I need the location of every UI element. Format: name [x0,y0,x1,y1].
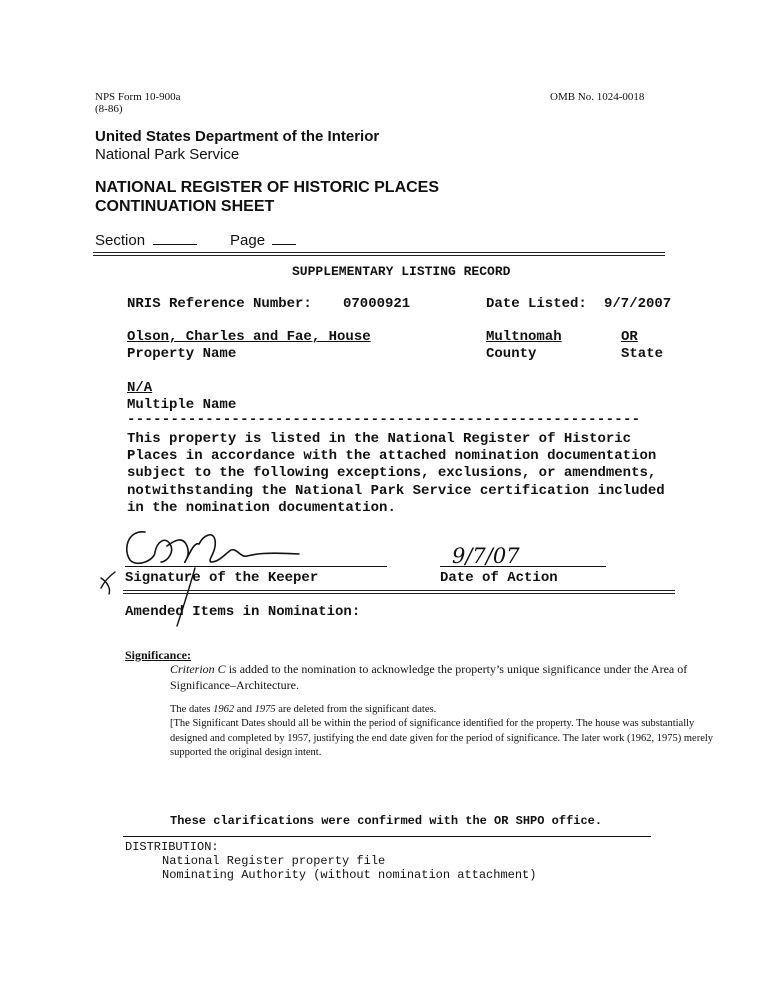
section-blank [153,230,197,245]
distribution-rule [123,836,651,837]
deleted-dates-note [170,703,436,716]
signature-label: Signature of the Keeper [125,570,319,586]
department-name: United States Department of the Interior [95,128,380,145]
record-heading: SUPPLEMENTARY LISTING RECORD [292,264,511,279]
page-blank [272,230,296,245]
statement-line: This property is listed in the National Register of Historic [127,431,632,447]
distribution-item: National Register property file [162,854,386,868]
page-field [230,230,296,250]
header-double-rule [93,252,665,256]
amended-items-label: Amended Items in Nomination: [125,604,361,620]
statement-line: notwithstanding the National Park Service certification included [127,482,665,499]
nris-value: 07000921 [343,296,411,312]
county-value: Multnomah [486,329,562,345]
distribution-item: Nominating Authority (without nomination attachment) [162,868,537,882]
statement-line: in the nomination documentation. [127,499,396,516]
date-listed-value: 9/7/2007 [604,296,672,312]
dates-text-post: are deleted from the significant dates. [275,704,437,715]
listing-statement [127,431,665,517]
criterion-text: is added to the nomination to acknowledge the property’s unique significance under the Area of Significance–Architecture. [170,662,688,692]
page-label: Page [230,232,266,249]
date-of-action-line [440,566,606,567]
amended-double-rule [123,590,675,594]
statement-line: Places in accordance with the attached nomination documentation [127,448,657,465]
criterion-name: Criterion C [170,662,226,676]
distribution-label: DISTRIBUTION: [125,840,219,854]
criterion-amendment [170,661,715,693]
nris-label: NRIS Reference Number: [127,296,312,312]
date-of-action-label: Date of Action [440,570,558,586]
section-field [95,230,197,250]
state-value: OR [621,329,638,345]
agency-name: National Park Service [95,146,240,163]
form-title-line-1: NATIONAL REGISTER OF HISTORIC PLACES [95,179,440,196]
date-listed-label: Date Listed: [486,296,587,312]
statement-line: subject to the following exceptions, exclusions, or amendments, [127,465,657,482]
form-number: NPS Form 10-900a [95,91,181,103]
omb-number: OMB No. 1024-0018 [550,91,645,103]
significance-heading: Significance: [125,648,191,662]
dates-text-mid: and [234,704,255,715]
multiple-name-value: N/A [127,380,153,396]
property-name-label: Property Name [127,346,237,362]
shpo-confirmation: These clarifications were confirmed with the OR SHPO office. [170,814,603,828]
significant-dates-explanation: [The Significant Dates should all be within the period of significance identified for the property. The house was substantially designed and completed by 1957, justifying the end date given for the period of significance. The later work (1962, 1975) merely supported the original design intent. [170,718,714,758]
deleted-date-2: 1975 [254,704,276,715]
section-label: Section [95,232,146,249]
state-label: State [621,346,664,362]
form-date: (8-86) [95,103,123,115]
deleted-date-1: 1962 [213,704,235,715]
signature-line [125,566,387,567]
multiple-name-label: Multiple Name [127,397,237,413]
date-of-action-handwritten: 9/7/07 [452,544,520,568]
dates-text-pre: The dates [170,704,214,715]
county-label: County [486,346,537,362]
form-title-line-2: CONTINUATION SHEET [95,198,275,215]
property-name-value: Olson, Charles and Fae, House [127,329,371,345]
dash-separator: ----------------------------------------------------------- [127,412,641,428]
